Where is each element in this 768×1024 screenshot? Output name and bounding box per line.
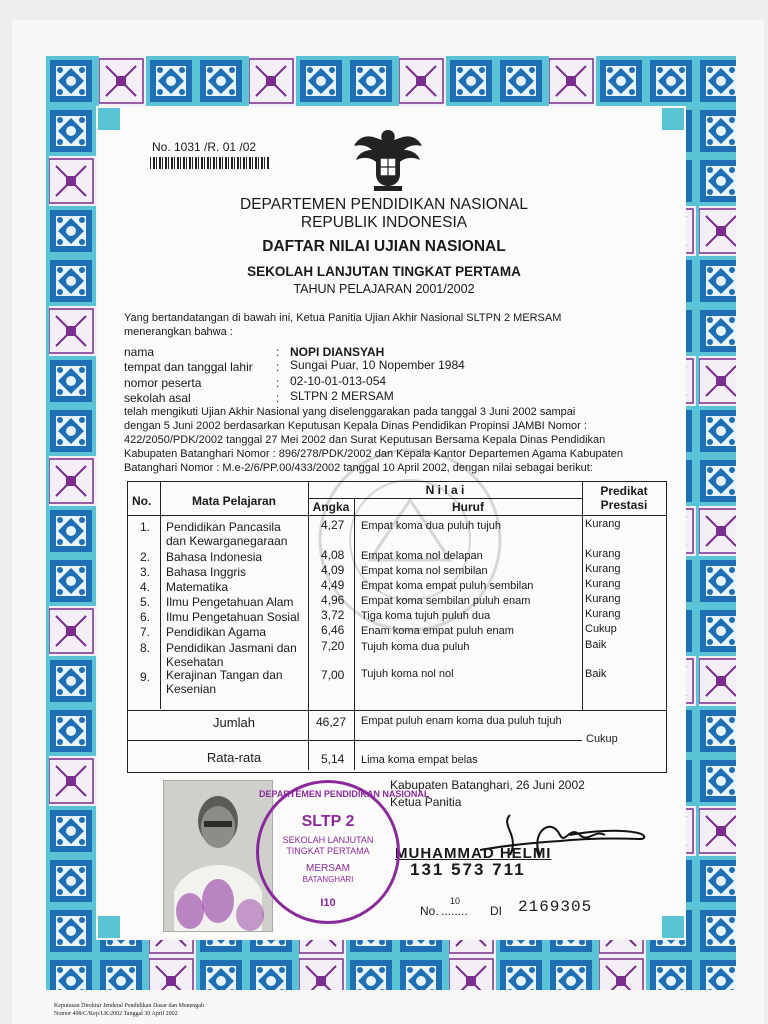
barcode: [150, 157, 270, 169]
statement-line-5: Batanghari Nomor : M.e-2/6/PP.00/433/2002 tanggal 10 April 2002, dengan nilai sebagai berikut:: [124, 462, 593, 474]
row-subject: Pendidikan Jasmani dan: [166, 641, 297, 655]
stamp-line-1: SLTP 2: [301, 813, 355, 830]
serial-no-value: 10: [450, 896, 461, 906]
row-angka: 4,09: [321, 563, 345, 577]
stamp-bottom: I10: [320, 897, 336, 909]
row-subject: Ilmu Pengetahuan Sosial: [166, 610, 300, 624]
row-predikat: Kurang: [585, 593, 621, 605]
statement-line-3: 422/2050/PDK/2002 tanggal 27 Mei 2002 dan Surat Keputusan Bersama Kepala Dinas Pendidikan: [124, 434, 606, 446]
header-angka: Angka: [312, 500, 350, 514]
grades-table: [127, 481, 667, 773]
field-label-name: nama: [124, 345, 155, 359]
row-angka: 4,96: [321, 593, 345, 607]
row-subject: Ilmu Pengetahuan Alam: [166, 595, 294, 609]
stamp-line-2: SEKOLAH LANJUTAN: [282, 835, 374, 845]
summary-predikat: Cukup: [586, 733, 618, 745]
row-subject: Kerajinan Tangan dan: [166, 668, 283, 682]
row-predikat: Kurang: [585, 548, 621, 560]
row-huruf: Empat koma nol sembilan: [361, 565, 488, 577]
document-title: DAFTAR NILAI UJIAN NASIONAL: [262, 238, 506, 255]
document-number: No. 1031 /R. 01 /02: [152, 140, 257, 154]
stamp-line-5: BATANGHARI: [302, 875, 354, 884]
row-predikat: Kurang: [585, 578, 621, 590]
row-subject: Bahasa Indonesia: [166, 550, 263, 564]
row-no: 6.: [140, 610, 151, 624]
garuda-emblem-icon: [352, 124, 424, 194]
field-label-number: nomor peserta: [124, 376, 202, 390]
field-label-birth: tempat dan tanggal lahir: [124, 360, 253, 374]
row-no: 1.: [140, 520, 151, 534]
row-angka: 7,20: [321, 639, 345, 653]
header-subject: Mata Pelajaran: [191, 494, 277, 508]
signer-nip: 131 573 711: [410, 860, 526, 879]
row-predikat: Kurang: [585, 518, 621, 530]
row-huruf: Tujuh koma dua puluh: [361, 641, 470, 653]
row-subject: Pendidikan Pancasila: [166, 520, 281, 534]
signer-role: Ketua Panitia: [390, 795, 462, 809]
row-huruf: Enam koma empat puluh enam: [361, 625, 514, 637]
ministry-heading: DEPARTEMEN PENDIDIKAN NASIONAL: [240, 196, 528, 213]
header-no: No.: [132, 494, 152, 508]
row-huruf: Empat koma dua puluh tujuh: [361, 520, 502, 532]
jumlah-angka: 46,27: [316, 715, 347, 729]
field-label-school: sekolah asal: [124, 391, 191, 405]
jumlah-label: Jumlah: [213, 715, 255, 730]
footer-line-1: Keputusan Direktur Jenderal Pendidikan Dasar dan Menengah: [54, 1003, 204, 1009]
rata-angka: 5,14: [321, 752, 345, 766]
row-angka: 4,49: [321, 578, 345, 592]
field-sep: :: [276, 376, 280, 390]
student-name: NOPI DIANSYAH: [290, 345, 385, 359]
row-predikat: Cukup: [585, 623, 617, 635]
header-predikat: Predikat: [600, 484, 648, 498]
row-huruf: Tiga koma tujuh puluh dua: [361, 610, 491, 622]
row-huruf: Empat koma empat puluh sembilan: [361, 580, 534, 592]
header-prestasi: Prestasi: [600, 498, 648, 512]
row-predikat: Kurang: [585, 608, 621, 620]
place-date: Kabupaten Batanghari, 26 Juni 2002: [390, 778, 585, 792]
row-huruf: Tujuh koma nol nol: [361, 668, 454, 680]
serial-no-label: No.: [420, 904, 439, 918]
republic-heading: REPUBLIK INDONESIA: [300, 214, 468, 231]
row-subject-cont: Kesenian: [166, 682, 217, 696]
row-angka: 4,08: [321, 548, 345, 562]
statement-line-2: dengan 5 Juni 2002 berdasarkan Keputusan Kepala Dinas Pendidikan Propinsi JAMBI Nomor :: [124, 420, 587, 432]
intro-line-1: Yang bertandatangan di bawah ini, Ketua Panitia Ujian Akhir Nasional SLTPN 2 MERSAM: [124, 312, 562, 324]
row-predikat: Baik: [585, 639, 607, 651]
statement-line-1: telah mengikuti Ujian Akhir Nasional yang diselenggarakan pada tanggal 3 Juni 2002 sampai: [124, 406, 576, 418]
intro-line-2: menerangkan bahwa :: [124, 326, 233, 338]
header-nilai: N i l a i: [425, 483, 465, 497]
serial-dots: ........: [441, 904, 468, 918]
header-huruf: Huruf: [452, 500, 484, 514]
row-no: 4.: [140, 580, 151, 594]
row-angka: 7,00: [321, 668, 345, 682]
row-no: 9.: [140, 670, 151, 684]
student-number: 02-10-01-013-054: [290, 374, 387, 388]
row-angka: 3,72: [321, 608, 345, 622]
stamp-outer-text: DEPARTEMEN PENDIDIKAN NASIONAL: [259, 789, 430, 799]
row-subject: Bahasa Inggris: [166, 565, 247, 579]
jumlah-huruf: Empat puluh enam koma dua puluh tujuh: [361, 715, 562, 727]
row-no: 2.: [140, 550, 151, 564]
row-no: 7.: [140, 625, 151, 639]
serial-di-label: DI: [490, 904, 502, 918]
row-subject: Matematika: [166, 580, 229, 594]
row-no: 3.: [140, 565, 151, 579]
field-sep: :: [276, 345, 280, 359]
row-predikat: Baik: [585, 668, 607, 680]
stamp-line-3: TINGKAT PERTAMA: [286, 846, 370, 856]
student-birth: Sungai Puar, 10 Nopember 1984: [290, 358, 465, 372]
row-huruf: Empat koma sembilan puluh enam: [361, 595, 531, 607]
row-angka: 6,46: [321, 623, 345, 637]
row-predikat: Kurang: [585, 563, 621, 575]
row-subject-cont: dan Kewarganegaraan: [166, 534, 288, 548]
row-huruf: Empat koma nol delapan: [361, 550, 483, 562]
field-sep: :: [276, 360, 280, 374]
row-no: 8.: [140, 641, 151, 655]
rata-huruf: Lima koma empat belas: [361, 754, 478, 766]
footer-line-2: Nomor 498/C/Kep/LK/2002 Tanggal 30 April 2002: [54, 1011, 178, 1017]
rata-label: Rata-rata: [206, 750, 262, 765]
school-level: SEKOLAH LANJUTAN TINGKAT PERTAMA: [247, 264, 521, 279]
row-angka: 4,27: [321, 518, 345, 532]
signer-name: MUHAMMAD HELMI: [395, 845, 552, 862]
serial-number: 2169305: [518, 898, 593, 916]
field-sep: :: [276, 391, 280, 405]
academic-year: TAHUN PELAJARAN 2001/2002: [293, 282, 475, 296]
statement-line-4: Kabupaten Batanghari Nomor : 896/278/PDK/2002 dan Kepala Kantor Departemen Agama Kabupaten: [124, 448, 624, 460]
stamp-line-4: MERSAM: [306, 863, 350, 874]
row-no: 5.: [140, 595, 151, 609]
row-subject: Pendidikan Agama: [166, 625, 267, 639]
student-school: SLTPN 2 MERSAM: [290, 389, 394, 403]
row-subject-cont: Kesehatan: [166, 655, 224, 669]
